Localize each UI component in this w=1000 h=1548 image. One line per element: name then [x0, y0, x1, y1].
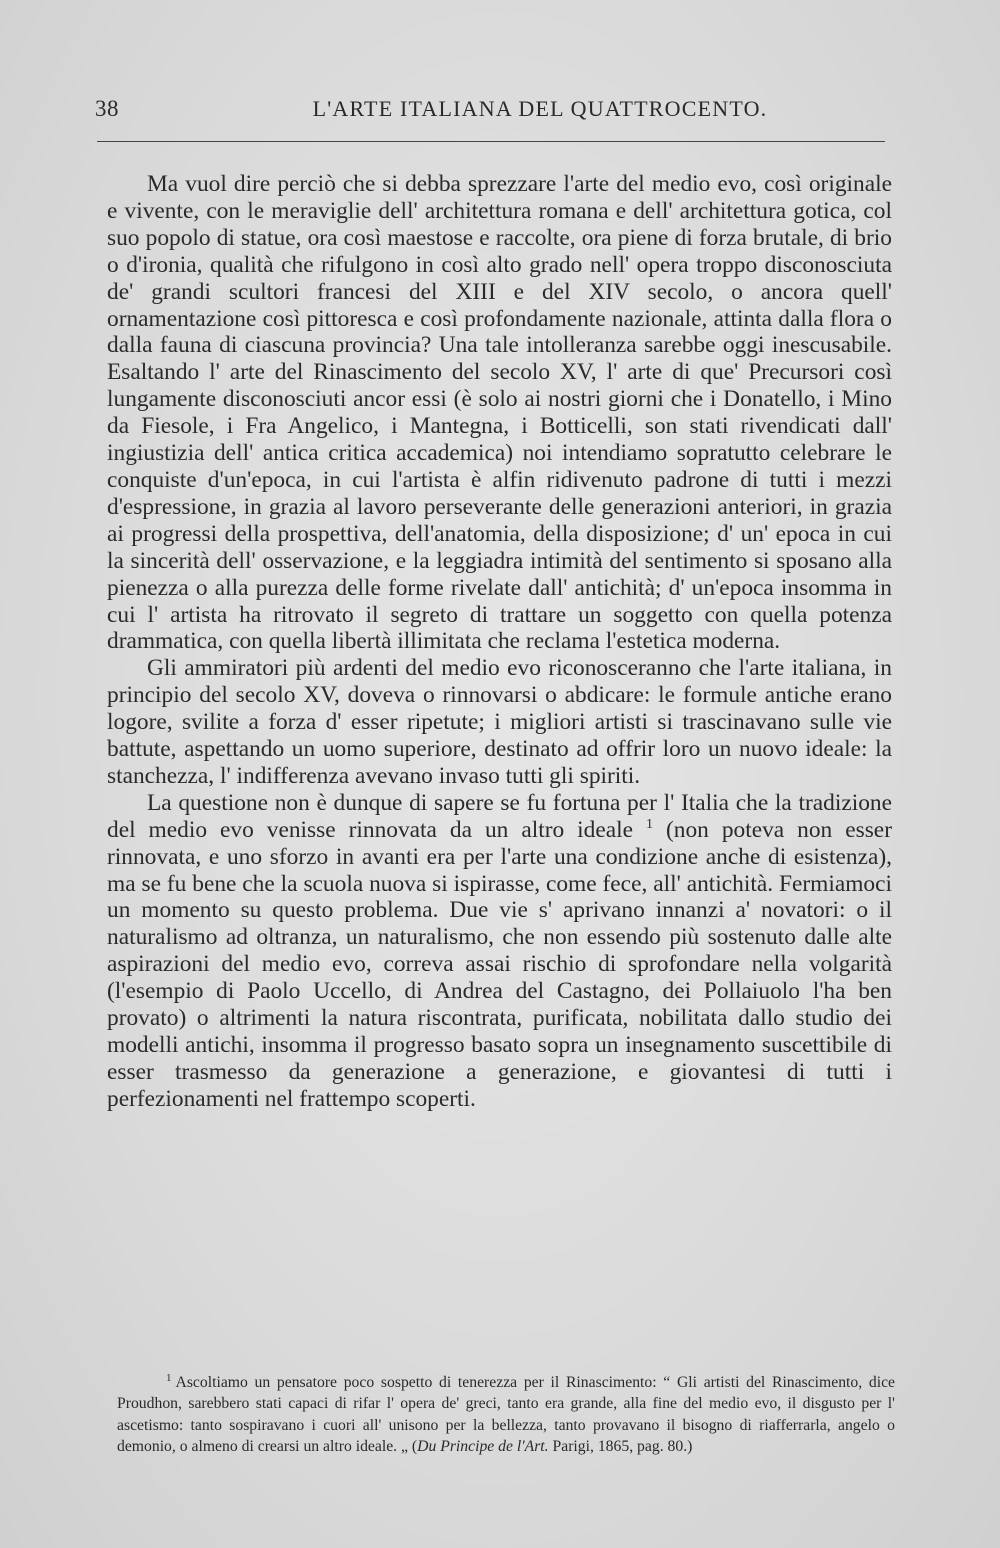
paragraph: Ma vuol dire perciò che si debba sprezzare l'arte del medio evo, così originale e vivente, con le meraviglie dell' architettura romana e dell' architettura gotica, col suo popolo di statue, ora così maestose e raccolte, ora piene di forza brutale, di brio o d'ironia, qualità che rifulgono in così alto grado nell' opera troppo disconosciuta de' grandi scultori francesi del XIII e del XIV secolo, o ancora quell' ornamentazione così pittoresca e così profondamente nazionale, attinta dalla flora o dalla fauna di ciascuna provincia? Una tale intolleranza sarebbe oggi inescusabile. Esaltando l' arte del Rinascimento del secolo XV, l' arte di que' Precursori così lungamente disconosciuti ancor essi (è solo ai nostri giorni che i Donatello, i Mino da Fiesole, i Fra Angelico, i Mantegna, i Botticelli, son stati rivendicati dall' ingiustizia dell' antica critica accademica) noi intendiamo sopratutto celebrare le conquiste d'un'epoca, in cui l'artista è alfin ridivenuto padrone di tutti i mezzi d'espressione, in grazia al lavoro perseverante delle generazioni anteriori, in grazia ai progressi della prospettiva, dell'anatomia, della disposizione; d' un' epoca in cui la sincerità dell' osservazione, e la leggiadra intimità del sentimento si sposano alla pienezza o alla purezza delle forme rivelate dall' antichità; d' un'epoca insomma in cui l' artista ha ritrovato il segreto di trattare un soggetto con quella potenza drammatica, con quella libertà illimitata che reclama l'estetica moderna. [107, 171, 892, 655]
paragraph-text: (non poteva non esser rinnovata, e uno sforzo in avanti era per l'arte una condizione anche di esistenza), ma se fu bene che la scuola nuova si ispirasse, come fece, all' antichità. Fermiamoci un momento su questo problema. Due vie s' aprivano innanzi a' novatori: o il naturalismo ad oltranza, un naturalismo, che non essendo più sostenuto dalle alte aspirazioni del medio evo, correva assai rischio di sprofondare nella volgarità (l'esempio di Paolo Uccello, di Andrea del Castagno, dei Pollaiuolo l'ha ben provato) o altrimenti la natura riscontrata, purificata, nobilitata dallo studio dei modelli antichi, insomma il progresso basato sopra un insegnamento suscettibile di esser trasmesso da generazione a generazione, e giovantesi di tutti i perfezionamenti nel frattempo scoperti. [107, 816, 892, 1112]
citation-title: Du Principe de l'Art. [417, 1438, 549, 1456]
page-number: 38 [95, 96, 119, 121]
footnote-text: Ascoltiamo un pensatore poco sospetto di tenerezza per il Rinascimento: “ Gli artisti del Rinascimento, dice Proudhon, sarebbero stati capaci di rifar l' opera de' greci, tanto era grande, alla fine del medio evo, il disgusto per l' ascetismo: tanto sospiravano i cuori all' unisono per la bellezza, tanto provavano il bisogno di riafferrarla, angelo o demonio, o almeno di crearsi un altro ideale. „ ( [117, 1374, 895, 1456]
header-rule [97, 141, 885, 142]
paragraph-text: La questione non è dunque di sapere se fu fortuna per l' Italia che la tradizione del medio evo venisse rinnovata da un altro ideale [107, 789, 892, 843]
footnote-paragraph [117, 1372, 895, 1458]
page-header [95, 96, 885, 126]
running-title: L'ARTE ITALIANA DEL QUATTROCENTO. [312, 96, 768, 121]
citation-details: Parigi, 1865, pag. 80.) [548, 1438, 693, 1456]
main-text [107, 171, 892, 1113]
paragraph: Gli ammiratori più ardenti del medio evo riconosceranno che l'arte italiana, in principio del secolo XV, doveva o rinnovarsi o abdicare: le formule antiche erano logore, svilite a forza d' esser ripetute; i migliori artisti si trascinavano sulle vie battute, aspettando un uomo superiore, destinato ad offrir loro un nuovo ideale: la stanchezza, l' indifferenza avevano invaso tutti gli spiriti. [107, 655, 892, 789]
footnote-reference: 1 [646, 816, 653, 832]
footnote [117, 1372, 895, 1458]
footnote-number: 1 [166, 1371, 172, 1384]
paragraph [107, 790, 892, 1113]
